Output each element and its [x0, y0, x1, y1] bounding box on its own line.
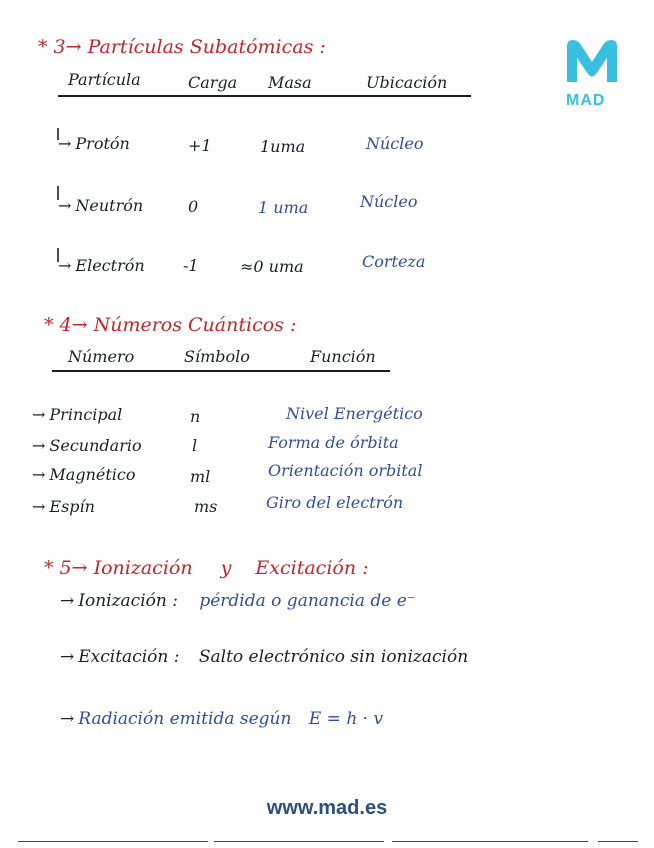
table3-header-particle: Partícula — [68, 70, 141, 89]
arrow-icon: → — [32, 405, 46, 424]
line-label: Ionización : — [78, 591, 178, 611]
footer-divider — [598, 841, 638, 842]
particle-name: Neutrón — [75, 196, 144, 215]
particle-location: Corteza — [362, 252, 426, 271]
section5-title-and: y — [220, 557, 232, 579]
particle-location: Núcleo — [360, 192, 418, 211]
quantum-number-function: Forma de órbita — [268, 433, 399, 452]
footer-divider — [214, 841, 384, 842]
particle-charge: +1 — [188, 136, 212, 155]
table4-header-symbol: Símbolo — [184, 347, 250, 366]
section5-line-excitation — [60, 647, 468, 667]
particle-mass: 1uma — [260, 137, 306, 156]
section5-line-radiation — [60, 709, 383, 729]
logo-text: MAD — [566, 92, 606, 109]
table3-row — [58, 196, 143, 215]
quantum-number-function: Giro del electrón — [266, 493, 404, 512]
particle-name: Protón — [75, 134, 130, 153]
section4-title: * 4→ Números Cuánticos : — [44, 314, 297, 336]
table3-row — [58, 134, 130, 153]
section5-title-ionization: * 5→ Ionización — [44, 557, 193, 579]
arrow-icon: → — [60, 591, 75, 611]
footer-url[interactable]: www.mad.es — [266, 797, 388, 819]
quantum-number-function: Orientación orbital — [268, 461, 423, 480]
arrow-icon: → — [60, 647, 75, 667]
table4-header-function: Función — [310, 347, 376, 366]
arrow-icon: → — [58, 256, 72, 275]
arrow-icon: → — [32, 436, 46, 455]
particle-mass: 1 uma — [258, 198, 309, 217]
quantum-number-name: Secundario — [49, 436, 142, 455]
mad-logo-icon — [563, 36, 621, 86]
table4-row — [32, 436, 142, 455]
line-label: Radiación emitida según — [78, 709, 292, 729]
quantum-number-symbol: ms — [194, 497, 218, 516]
section5-title-excitation: Excitación : — [255, 557, 369, 579]
arrow-icon: → — [58, 196, 72, 215]
quantum-number-symbol: ml — [190, 467, 211, 486]
particle-name: Electrón — [75, 256, 145, 275]
table3-header-location: Ubicación — [366, 73, 448, 92]
section3-title: * 3→ Partículas Subatómicas : — [38, 36, 326, 58]
section5-title — [44, 557, 369, 579]
particle-charge: 0 — [188, 197, 199, 216]
arrow-icon: → — [58, 134, 72, 153]
table4-header-number: Número — [68, 347, 135, 366]
table3-header-mass: Masa — [268, 73, 312, 92]
table4-row — [32, 465, 135, 484]
table4-row — [32, 405, 122, 424]
particle-location: Núcleo — [366, 134, 424, 153]
line-text: Salto electrónico sin ionización — [198, 647, 469, 667]
arrow-icon: → — [32, 465, 46, 484]
quantum-number-symbol: n — [190, 407, 201, 426]
quantum-number-name: Magnético — [49, 465, 136, 484]
table3-row — [58, 256, 145, 275]
particle-charge: -1 — [183, 256, 199, 275]
particle-mass: ≈0 uma — [240, 257, 304, 276]
line-text: pérdida o ganancia de e⁻ — [199, 591, 416, 611]
section5-line-ionization — [60, 591, 416, 611]
arrow-icon: → — [32, 497, 46, 516]
arrow-icon: → — [60, 709, 75, 729]
table3-header-charge: Carga — [188, 73, 238, 92]
table4-header-underline — [52, 370, 390, 372]
footer-divider — [18, 841, 208, 842]
quantum-number-function: Nivel Energético — [286, 404, 423, 423]
quantum-number-symbol: l — [192, 436, 198, 455]
quantum-number-name: Espín — [49, 497, 95, 516]
quantum-number-name: Principal — [49, 405, 123, 424]
table3-header-underline — [58, 95, 471, 97]
footer-divider — [392, 841, 588, 842]
table4-row — [32, 497, 95, 516]
line-label: Excitación : — [78, 647, 180, 667]
line-text: E = h · v — [308, 709, 384, 729]
